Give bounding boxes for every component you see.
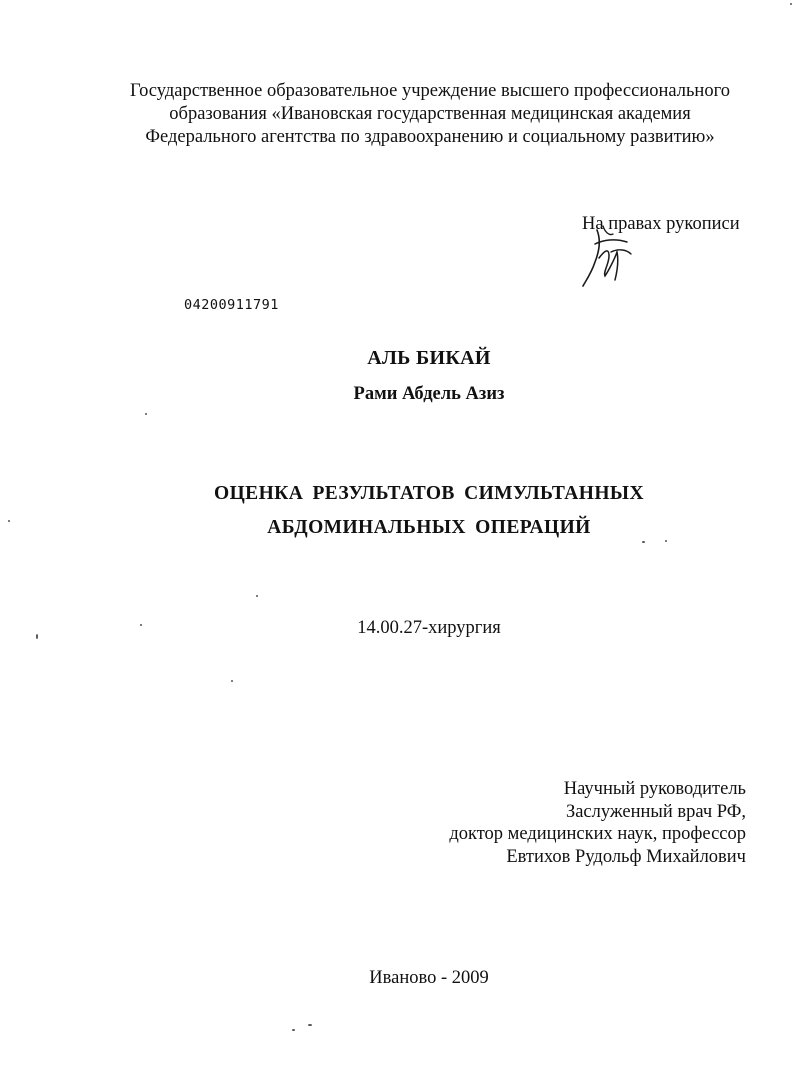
supervisor-line: доктор медицинских наук, профессор [449, 824, 746, 844]
dissertation-title [0, 477, 798, 545]
supervisor-line: Научный руководитель [563, 779, 746, 799]
scan-speck [140, 624, 142, 626]
scan-speck [642, 541, 645, 543]
title-line: ОЦЕНКА РЕЗУЛЬТАТОВ СИМУЛЬТАННЫХ [214, 483, 644, 504]
catalog-number: 04200911791 [184, 297, 279, 313]
author-surname: АЛЬ БИКАЙ [367, 347, 491, 369]
institution-line: Федерального агентства по здравоохранению и социальному развитию» [145, 127, 715, 147]
scan-speck [292, 1029, 295, 1031]
specialty-code: 14.00.27-хирургия [357, 618, 501, 638]
title-line: АБДОМИНАЛЬНЫХ ОПЕРАЦИЙ [267, 517, 591, 538]
scan-speck [231, 680, 233, 682]
scan-speck [145, 413, 147, 415]
scan-speck [36, 634, 38, 639]
city-year: Иваново - 2009 [369, 968, 489, 988]
supervisor-block [449, 778, 746, 868]
scan-speck [256, 595, 258, 597]
scan-speck [308, 1024, 312, 1026]
author-given-name: Рами Абдель Азиз [353, 384, 505, 404]
scan-speck [8, 520, 10, 522]
supervisor-line: Евтихов Рудольф Михайлович [506, 846, 746, 867]
institution-line: образования «Ивановская государственная медицинская академия [169, 104, 691, 124]
scan-speck [665, 540, 667, 542]
institution-header [60, 80, 798, 149]
manuscript-note: На правах рукописи [582, 214, 740, 234]
institution-line: Государственное образовательное учреждение высшего профессионального [130, 81, 730, 101]
supervisor-line: Заслуженный врач РФ, [565, 801, 746, 822]
handwritten-signature [575, 222, 645, 292]
scan-speck [790, 3, 792, 5]
